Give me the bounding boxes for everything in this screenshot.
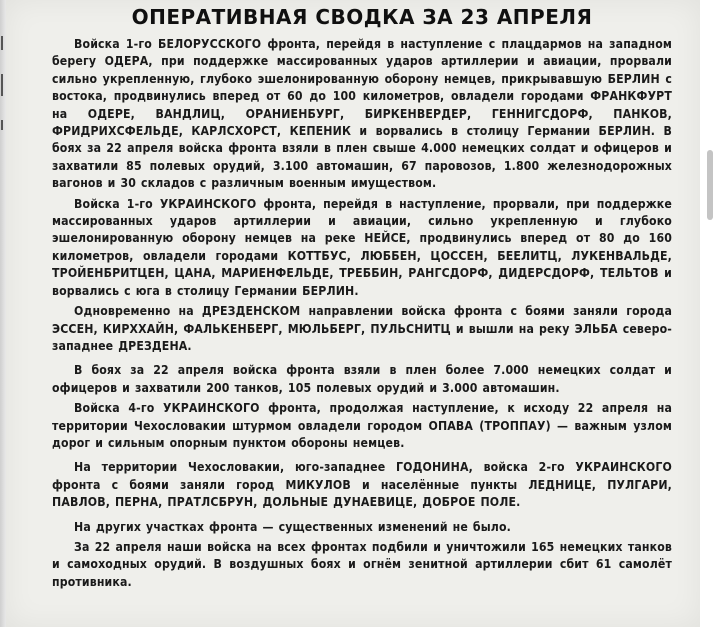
paragraph-tanks-aircraft-destroyed: За 22 апреля наши войска на всех фронтах подбили и уничтожили 165 немецких танков и самоходных орудий. В воздушных боях и огнём зенитной артиллерии сбит 61 самолёт противника. — [52, 539, 672, 589]
paragraph-1st-ukrainian-front: Войска 1-го УКРАИНСКОГО фронта, перейдя в наступление, прорвали, при поддержке массированных ударов артиллерии и авиации, сильно укрепленную и глубоко эшелонированную оборону немцев на реке НЕЙСЕ, продвинулись вперед от 80 до 160 километров, овладели городами КОТТБУС, ЛЮББЕН, ЦОССЕН, БЕЕЛИТЦ, ЛУКЕНВАЛЬДЕ, ТРОЙЕНБРИТЦЕН, ЦАНА, МАРИЕНФЕЛЬДЕ, ТРЕББИН, РАНГСДОРФ, ДИДЕРСДОРФ, ТЕЛЬТОВ и ворвались с юга в столицу Германии БЕРЛИН. — [52, 196, 672, 298]
paragraph-other-sectors: На других участках фронта — существенных изменений не было. — [74, 519, 511, 534]
paragraph-1st-ukrainian-captures: В боях за 22 апреля войска фронта взяли в плен более 7.000 немецких солдат и офицеров и захватили 200 танков, 105 полевых орудий и 3.000 автомашин. — [52, 363, 672, 395]
article-column — [52, 4, 672, 594]
paragraph-2nd-ukrainian-front: На территории Чехословакии, юго-западнее ГОДОНИНА, войска 2-го УКРАИНСКОГО фронта с боями заняли город МИКУЛОВ и населённые пункты ЛЕДНИЦЕ, ПУЛГАРИ, ПАВЛОВ, ПЕРНА, ПРАТЛСБРУН, ДОЛЬНЫЕ ДУНАЕВИЦЕ, ДОБРОЕ ПОЛЕ. — [52, 460, 672, 510]
vertical-scrollbar[interactable] — [700, 0, 720, 627]
article-headline: ОПЕРАТИВНАЯ СВОДКА ЗА 23 АПРЕЛЯ — [131, 5, 593, 29]
paragraph-dresden-direction: Одновременно на ДРЕЗДЕНСКОМ направлении войска фронта с боями заняли города ЭССЕН, КИРХХАЙН, ФАЛЬКЕНБЕРГ, МЮЛЬБЕРГ, ПУЛЬСНИТЦ и вышли на реку ЭЛЬБА северо-западнее ДРЕЗДЕНА. — [52, 304, 672, 353]
paragraph-1st-belorussian-front: Войска 1-го БЕЛОРУССКОГО фронта, перейдя в наступление с плацдармов на западном берегу ОДЕРА, при поддержке массированных ударов артиллерии и авиации, прорвали сильно укрепленную, глубоко эшелонированную оборону немцев, прикрывавшую БЕРЛИН с востока, продвинулись вперед от 60 до 100 километров, овладели городами ФРАНКФУРТ на ОДЕРЕ, ВАНДЛИЦ, ОРАНИЕНБУРГ, БИРКЕНВЕРДЕР, ГЕННИГСДОРФ, ПАНКОВ, ФРИДРИХСФЕЛЬДЕ, КАРЛСХОРСТ, КЕПЕНИК и ворвались в столицу Германии БЕРЛИН. В боях за 22 апреля войска фронта взяли в плен свыше 4.000 немецких солдат и офицеров и захватили 85 полевых орудий, 3.100 автомашин, 67 паровозов, 1.800 железнодорожных вагонов и 30 складов с различным военным имуществом. — [52, 37, 672, 191]
paragraph-4th-ukrainian-front: Войска 4-го УКРАИНСКОГО фронта, продолжая наступление, к исходу 22 апреля на территории Чехословакии штурмом овладели городом ОПАВА (ТРОППАУ) — важным узлом дорог и сильным опорным пунктом обороны немцев. — [52, 401, 672, 450]
newspaper-page — [6, 0, 700, 627]
scrollbar-thumb[interactable] — [707, 150, 713, 220]
